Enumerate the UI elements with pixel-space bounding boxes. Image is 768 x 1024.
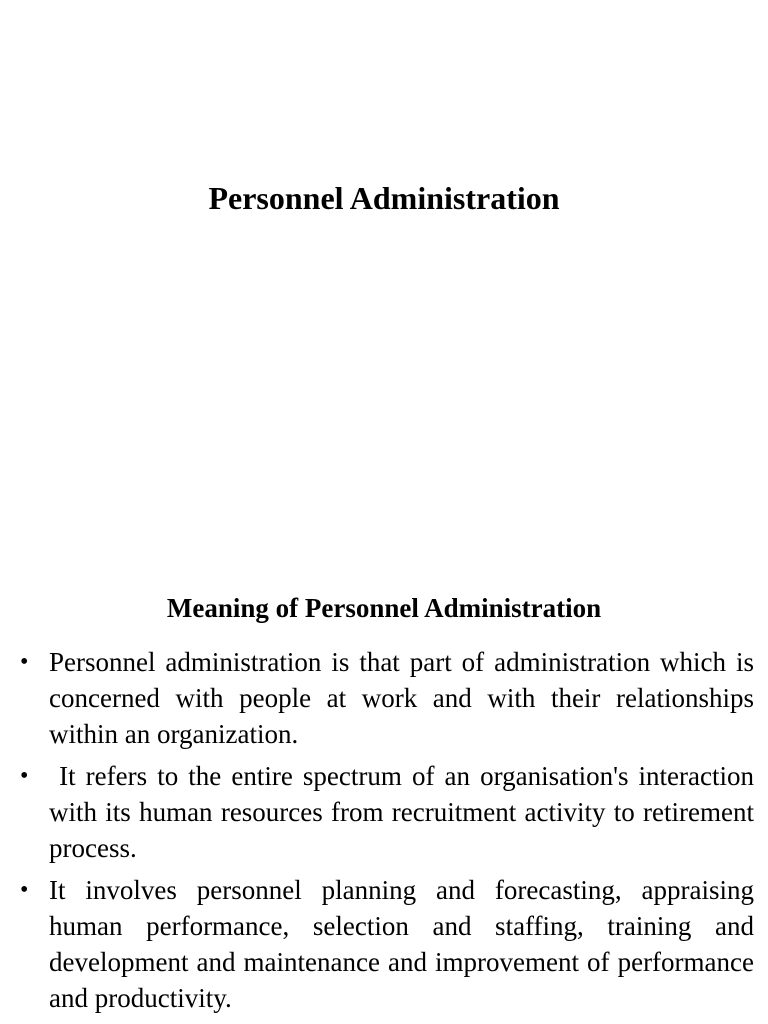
bullet-text: It refers to the entire spectrum of an organisation's interaction with its human resources from recruitment activity to retirement process. xyxy=(49,761,761,863)
bullet-text: Personnel administration is that part of administration which is concerned with people at work and with their relationships within an organization. xyxy=(49,647,754,749)
page-title: Personnel Administration xyxy=(208,180,560,216)
bullet-icon: • xyxy=(20,877,29,903)
bullet-list xyxy=(0,644,768,1022)
bullet-icon: • xyxy=(20,763,29,789)
list-item xyxy=(0,758,768,866)
bullet-icon: • xyxy=(20,649,29,675)
bullet-text: It involves personnel planning and forecasting, appraising human performance, selection and staffing, training and development and maintenance and improvement of performance and productivity. xyxy=(49,875,754,1013)
section-heading: Meaning of Personnel Administration xyxy=(166,593,602,623)
list-item xyxy=(0,872,768,1016)
list-item xyxy=(0,644,768,752)
